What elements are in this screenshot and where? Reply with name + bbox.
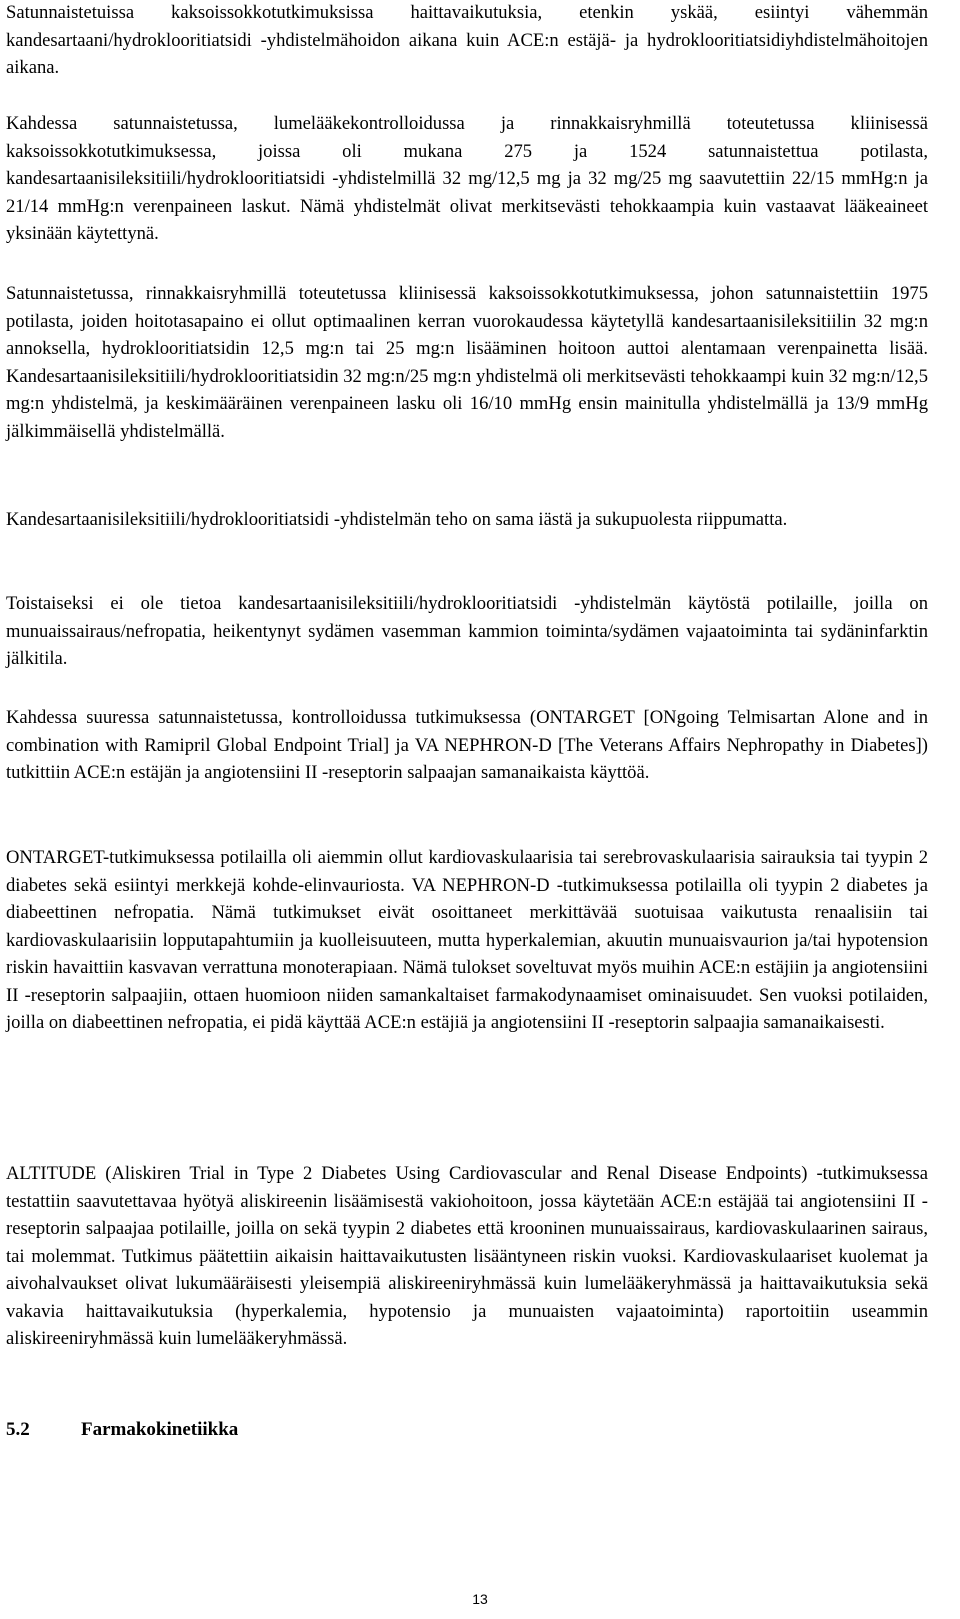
section-number: 5.2	[6, 1419, 30, 1440]
paragraph-ontarget-nephron-intro: Kahdessa suuressa satunnaistetussa, kontrolloidussa tutkimuksessa (ONTARGET [ONgoing Telmisartan Alone and in combination with Ramipril Global Endpoint Trial] ja VA NEPHRON-D [The Veterans Affairs Nephropathy in Diabetes]) tutkittiin ACE:n estäjän ja angiotensiini II -reseptorin salpaajan samanaikaista käyttöä.	[6, 707, 928, 783]
paragraph-altitude: ALTITUDE (Aliskiren Trial in Type 2 Diabetes Using Cardiovascular and Renal Disease Endpoints) -tutkimuksessa testattiin saavutettavaa hyötyä aliskireenin lisäämisestä vakiohoitoon, jossa käytetään ACE:n estäjää tai angiotensiini II -reseptorin salpaajaa potilaille, joilla on sekä tyypin 2 diabetes että krooninen munuaissairaus, kardiovaskulaarinen sairaus, tai molemmat. Tutkimus päätettiin aikaisin haittavaikutusten lisääntyneen riskin vuoksi. Kardiovaskulaariset kuolemat ja aivohalvaukset olivat lukumääräisesti yleisempiä aliskireeniryhmässä kuin lumelääkeryhmässä ja haittavaikutuksia sekä vakavia haittavaikutuksia (hyperkalemia, hypotensio ja munuaisten vajaatoiminta) raportoitiin useammin aliskireeniryhmässä kuin lumelääkeryhmässä.	[6, 1163, 928, 1349]
paragraph-parallel-group-trial: Satunnaistetussa, rinnakkaisryhmillä toteutetussa kliinisessä kaksoissokkotutkimuksessa, johon satunnaistettiin 1975 potilasta, joiden hoitotasapaino ei ollut optimaalinen kerran vuorokaudessa käytetyllä kandesartaanisileksitiilin 32 mg:n annoksella, hydroklooritiatsidin 12,5 mg:n tai 25 mg:n lisääminen hoitoon auttoi alentamaan verenpainetta lisää. Kandesartaanisileksitiili/hydroklooritiatsidin 32 mg:n/25 mg:n yhdistelmä oli merkitsevästi tehokkaampi kuin 32 mg:n/12,5 mg:n yhdistelmä, ja keskimääräinen verenpaineen lasku oli 16/10 mmHg ensin mainitulla yhdistelmällä ja 13/9 mmHg jälkimmäisellä yhdistelmällä.	[6, 283, 928, 442]
paragraph-no-data: Toistaiseksi ei ole tietoa kandesartaanisileksitiili/hydroklooritiatsidi -yhdistelmän käytöstä potilaille, joilla on munuaissairaus/nefropatia, heikentynyt sydämen vasemman kammion toiminta/sydämen vajaatoiminta tai sydäninfarktin jälkitila.	[6, 593, 928, 669]
paragraph-placebo-controlled-trials: Kahdessa satunnaistetussa, lumelääkekontrolloidussa ja rinnakkaisryhmillä toteutetussa kliinisessä kaksoissokkotutkimuksessa, joissa oli mukana 275 ja 1524 satunnaistettua potilasta, kandesartaanisileksitiili/hydroklooritiatsidi -yhdistelmillä 32 mg/12,5 mg ja 32 mg/25 mg saavutettiin 22/15 mmHg:n ja 21/14 mmHg:n verenpaineen laskut. Nämä yhdistelmät olivat merkitsevästi tehokkaampia kuin vastaavat lääkeaineet yksinään käytettynä.	[6, 113, 928, 244]
paragraph-adverse-effects: Satunnaistetuissa kaksoissokkotutkimuksissa haittavaikutuksia, etenkin yskää, esiintyi vähemmän kandesartaani/hydroklooritiatsidi -yhdistelmähoidon aikana kuin ACE:n estäjä- ja hydroklooritiatsidiyhdistelmähoitojen aikana.	[6, 2, 928, 78]
page-number: 13	[472, 1591, 488, 1607]
paragraph-age-sex-efficacy: Kandesartaanisileksitiili/hydroklooritiatsidi -yhdistelmän teho on sama iästä ja sukupuolesta riippumatta.	[6, 509, 788, 530]
section-title: Farmakokinetiikka	[81, 1419, 239, 1440]
section-heading	[6, 1416, 238, 1444]
paragraph-ontarget-results: ONTARGET-tutkimuksessa potilailla oli aiemmin ollut kardiovaskulaarisia tai serebrovaskulaarisia sairauksia tai tyypin 2 diabetes sekä esiintyi merkkejä kohde-elinvauriosta. VA NEPHRON-D -tutkimuksessa potilailla oli tyypin 2 diabetes ja diabeettinen nefropatia. Nämä tutkimukset eivät osoittaneet merkittävää suotuisaa vaikutusta renaalisiin tai kardiovaskulaarisiin lopputapahtumiin ja kuolleisuuteen, mutta hyperkalemian, akuutin munuaisvaurion ja/tai hypotension riskin havaittiin kasvavan verrattuna monoterapiaan. Nämä tulokset soveltuvat myös muihin ACE:n estäjiin ja angiotensiini II -reseptorin salpaajiin, ottaen huomioon niiden samankaltaiset farmakodynaamiset ominaisuudet. Sen vuoksi potilaiden, joilla on diabeettinen nefropatia, ei pidä käyttää ACE:n estäjiä ja angiotensiini II -reseptorin salpaajia samanaikaisesti.	[6, 847, 928, 1033]
